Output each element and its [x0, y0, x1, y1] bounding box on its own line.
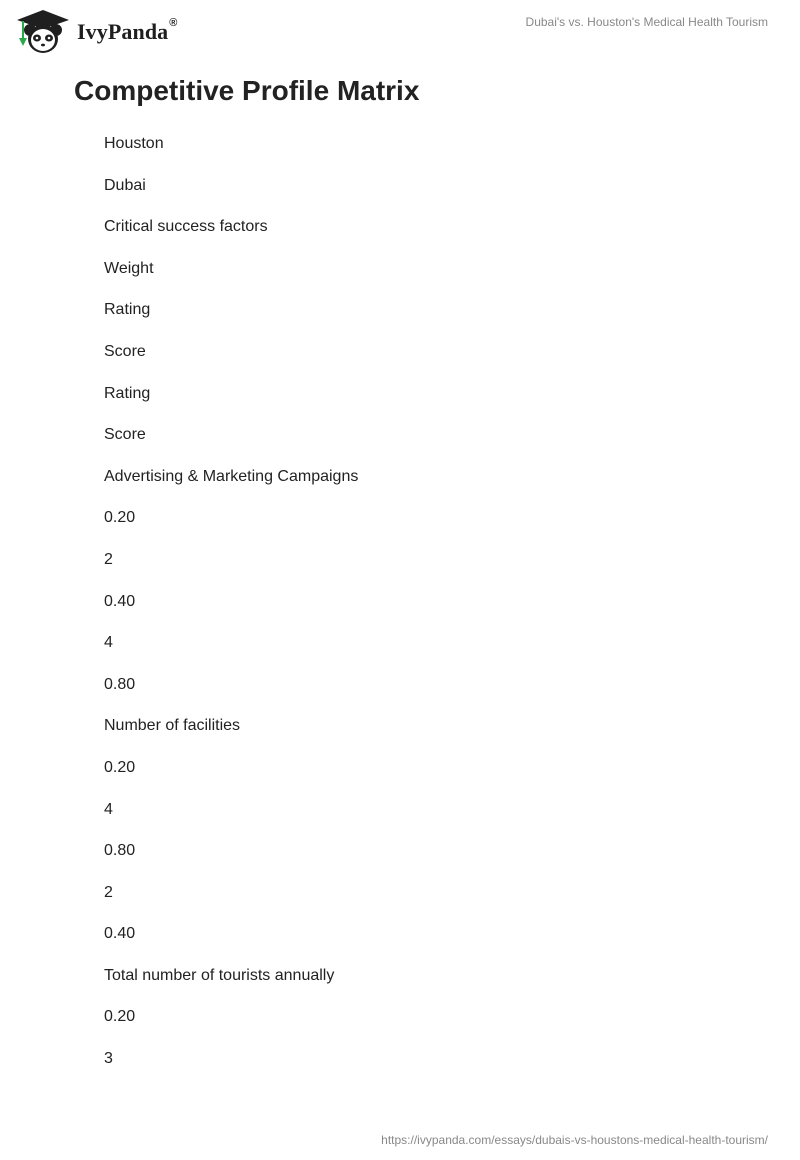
matrix-line: 3	[104, 1050, 113, 1068]
matrix-line: Rating	[104, 384, 151, 402]
matrix-line: Critical success factors	[104, 218, 268, 236]
matrix-line: 4	[104, 800, 113, 818]
matrix-line: Dubai	[104, 176, 146, 194]
matrix-line: 4	[104, 634, 113, 652]
matrix-line: 0.40	[104, 925, 136, 943]
page-title: Competitive Profile Matrix	[74, 75, 420, 106]
matrix-line: 2	[104, 883, 113, 901]
matrix-line: Houston	[104, 135, 164, 152]
matrix-line: Advertising & Marketing Campaigns	[104, 467, 359, 485]
matrix-line: 0.80	[104, 842, 136, 860]
matrix-line: Score	[104, 426, 146, 444]
matrix-line: 0.20	[104, 1008, 136, 1026]
matrix-line: Rating	[104, 301, 151, 319]
matrix-line: Weight	[104, 259, 154, 277]
matrix-line: 2	[104, 550, 113, 568]
matrix-line: 0.20	[104, 509, 136, 527]
document-title: Dubai's vs. Houston's Medical Health Tourism	[525, 15, 768, 29]
matrix-line: 0.20	[104, 758, 136, 776]
matrix-lines	[104, 134, 358, 1091]
matrix-line: Total number of tourists annually	[104, 966, 335, 984]
logo-wordmark: IvyPanda®	[77, 17, 178, 44]
matrix-line: Score	[104, 342, 146, 360]
matrix-line: 0.80	[104, 675, 136, 693]
panda-graduate-icon	[15, 8, 71, 56]
matrix-line: Number of facilities	[104, 717, 241, 735]
matrix-line: 0.40	[104, 592, 136, 610]
source-url[interactable]: https://ivypanda.com/essays/dubais-vs-houstons-medical-health-tourism/	[381, 1133, 768, 1147]
site-logo[interactable]	[15, 8, 178, 56]
